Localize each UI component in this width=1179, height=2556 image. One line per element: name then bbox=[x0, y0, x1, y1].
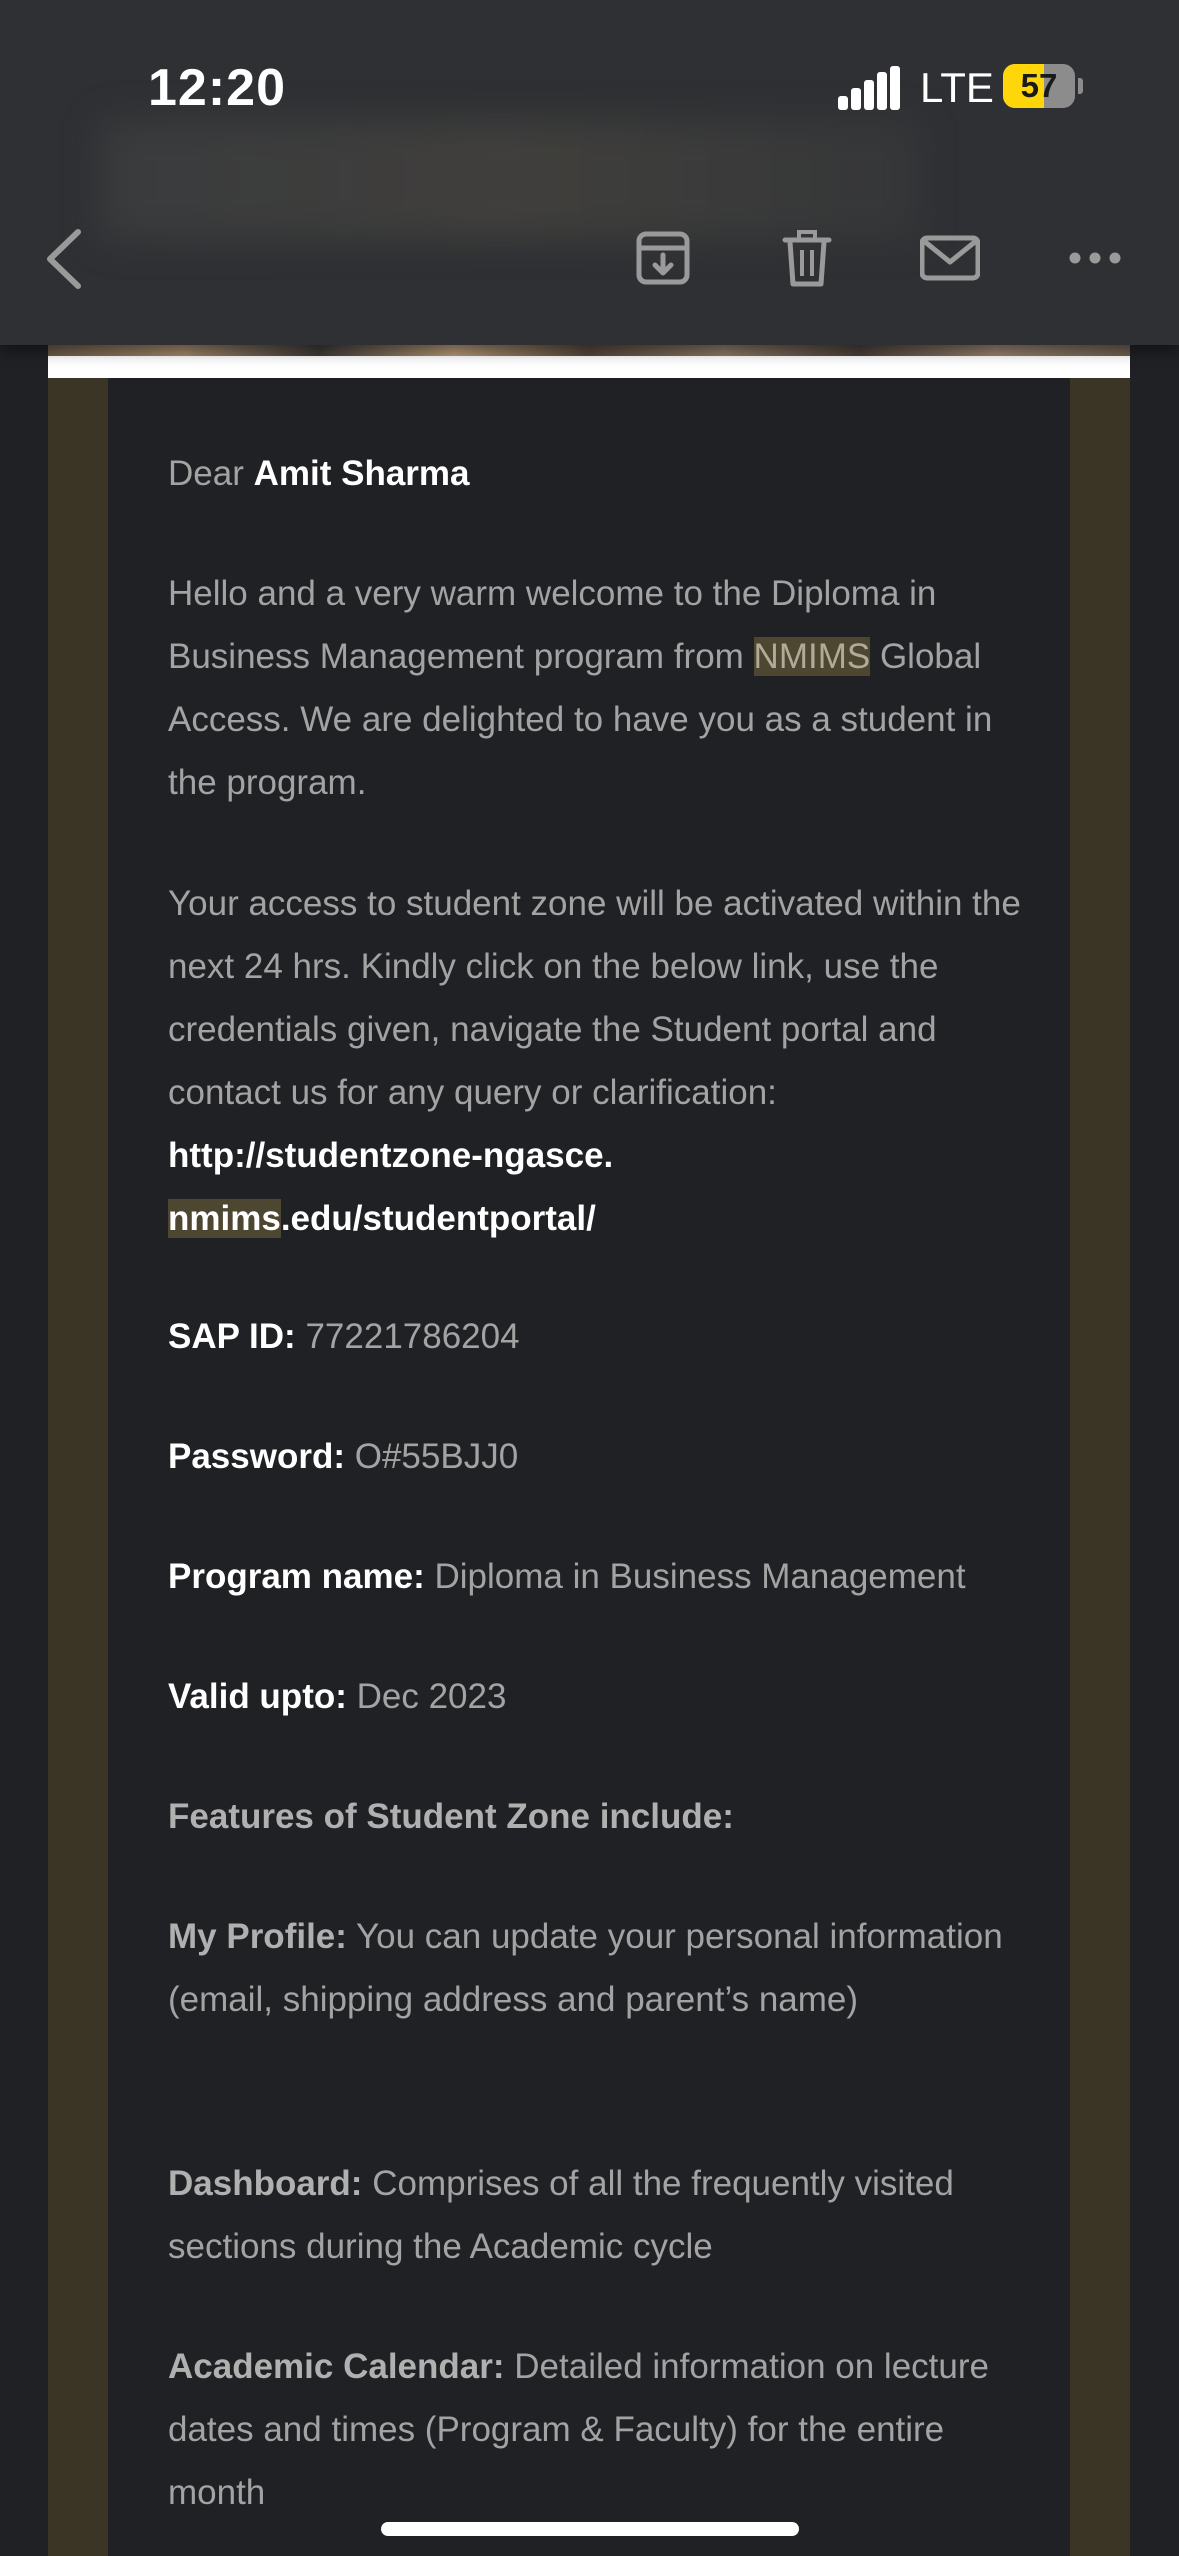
feature-dashboard-label: Dashboard: bbox=[168, 2164, 363, 2203]
welcome-text-1: Hello and a very warm welcome to the Diploma in Business Management program from bbox=[168, 574, 937, 676]
feature-my-profile-text: You can update your personal information (email, shipping address and parent’s name) bbox=[168, 1917, 1003, 2019]
more-icon[interactable] bbox=[1065, 228, 1125, 288]
welcome-text-2: Global Access. We are delighted to have you as a student in the program. bbox=[168, 637, 993, 802]
welcome-paragraph bbox=[168, 562, 1028, 814]
sap-id-row bbox=[168, 1305, 1028, 1368]
sap-id-value: 77221786204 bbox=[305, 1317, 520, 1356]
battery-percent: 57 bbox=[1020, 67, 1058, 104]
network-type: LTE bbox=[920, 64, 994, 111]
home-indicator[interactable] bbox=[381, 2522, 799, 2536]
valid-upto-value: Dec 2023 bbox=[356, 1677, 507, 1716]
program-name-row bbox=[168, 1545, 1028, 1608]
battery-cap bbox=[1078, 78, 1083, 94]
feature-academic-calendar-label: Academic Calendar: bbox=[168, 2347, 505, 2386]
access-paragraph bbox=[168, 872, 1028, 1250]
back-icon[interactable] bbox=[40, 226, 90, 292]
features-heading bbox=[168, 1785, 1028, 1848]
link-part-2[interactable]: .edu/studentportal/ bbox=[280, 1199, 596, 1238]
access-text: Your access to student zone will be activated within the next 24 hrs. Kindly click on the below link, use the credentials given, navigate the Student portal and contact us for any query or clarification: bbox=[168, 884, 1021, 1112]
mail-icon[interactable] bbox=[920, 228, 980, 288]
student-portal-link[interactable] bbox=[168, 1136, 613, 1238]
banner-bottom-border bbox=[48, 356, 1130, 378]
status-time: 12:20 bbox=[148, 59, 286, 117]
valid-upto-row bbox=[168, 1665, 1028, 1728]
archive-icon[interactable] bbox=[633, 228, 693, 288]
feature-my-profile bbox=[168, 1905, 1028, 2031]
signal-strength-icon bbox=[838, 66, 900, 110]
blurred-header-backdrop bbox=[100, 120, 920, 240]
feature-academic-calendar-text: Detailed information on lecture dates and times (Program & Faculty) for the entire month bbox=[168, 2347, 989, 2512]
program-name-value: Diploma in Business Management bbox=[434, 1557, 966, 1596]
recipient-name: Amit Sharma bbox=[253, 454, 470, 493]
password-row bbox=[168, 1425, 1028, 1488]
password-value: O#55BJJ0 bbox=[354, 1437, 519, 1476]
program-name-label: Program name: bbox=[168, 1557, 425, 1596]
feature-academic-calendar bbox=[168, 2335, 1028, 2524]
greeting-prefix: Dear bbox=[168, 454, 244, 493]
feature-my-profile-label: My Profile: bbox=[168, 1917, 347, 1956]
nmims-highlight: NMIMS bbox=[753, 637, 871, 676]
feature-dashboard-text: Comprises of all the frequently visited sections during the Academic cycle bbox=[168, 2164, 954, 2266]
valid-upto-label: Valid upto: bbox=[168, 1677, 347, 1716]
password-label: Password: bbox=[168, 1437, 345, 1476]
top-navigation-bar bbox=[0, 0, 1179, 345]
feature-dashboard bbox=[168, 2152, 1028, 2278]
trash-icon[interactable] bbox=[777, 228, 837, 288]
features-heading-text: Features of Student Zone include: bbox=[168, 1797, 734, 1836]
link-part-1[interactable]: http://studentzone-ngasce. bbox=[168, 1136, 614, 1175]
sap-id-label: SAP ID: bbox=[168, 1317, 296, 1356]
link-highlight[interactable]: nmims bbox=[168, 1199, 281, 1238]
battery-icon bbox=[1003, 64, 1075, 108]
greeting bbox=[168, 442, 1028, 505]
